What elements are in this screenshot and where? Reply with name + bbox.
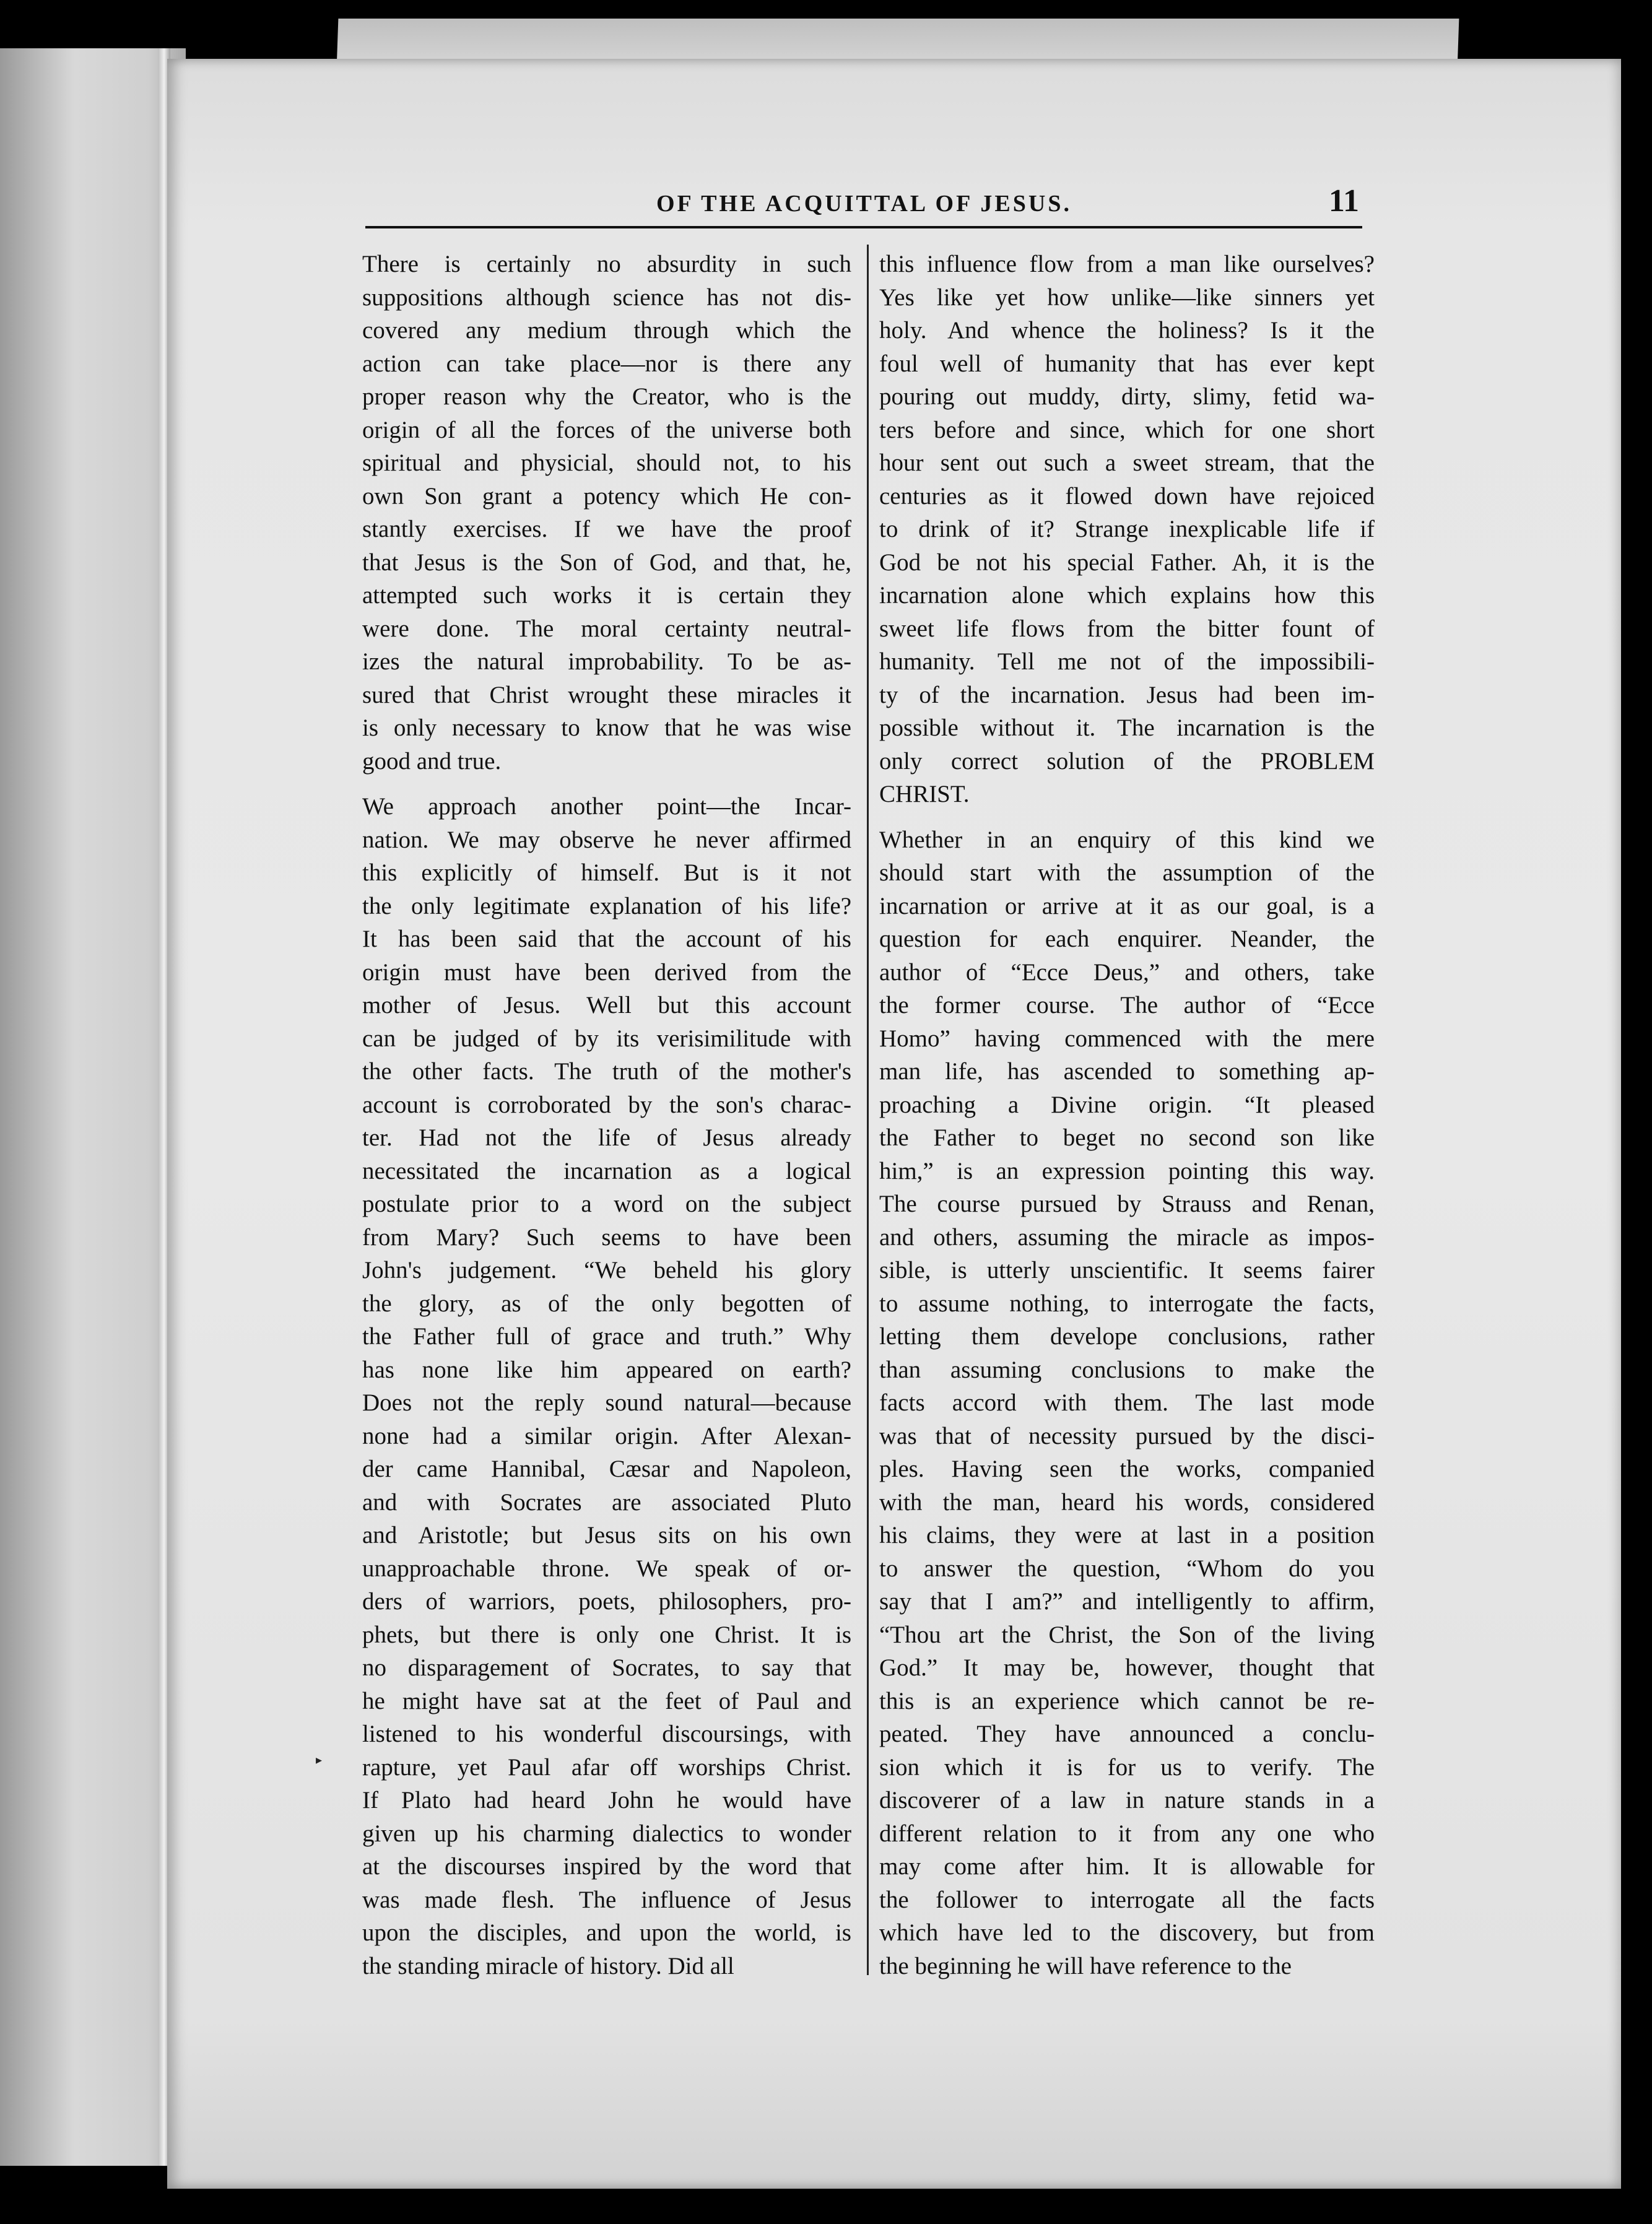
text-line: with the man, heard his words, considered	[879, 1488, 1375, 1516]
text-line: origin must have been derived from the	[362, 958, 851, 986]
paragraph-gap	[362, 778, 851, 790]
text-line: We approach another point—the Incar-	[362, 793, 851, 820]
text-line: question for each enquirer. Neander, the	[879, 926, 1375, 952]
text-line: postulate prior to a word on the subject	[362, 1191, 851, 1217]
text-line: from Mary? Such seems to have been	[362, 1223, 851, 1251]
text-line: origin of all the forces of the universe both	[362, 416, 851, 443]
text-line: John's judgement. “We beheld his glory	[362, 1257, 851, 1284]
text-line: sured that Christ wrought these miracles it	[362, 681, 851, 708]
text-line: listened to his wonderful discoursings, with	[362, 1721, 851, 1747]
running-title: OF THE ACQUITTAL OF JESUS.	[656, 191, 1072, 217]
right-column	[879, 248, 1375, 1983]
running-head	[365, 183, 1362, 228]
text-line: the other facts. The truth of the mother's	[362, 1058, 851, 1085]
text-line: There is certainly no absurdity in such	[362, 251, 851, 277]
text-line: only correct solution of the PROBLEM	[879, 747, 1375, 775]
text-line: upon the disciples, and upon the world, is	[362, 1919, 851, 1946]
text-line: ters before and since, which for one short	[879, 416, 1375, 443]
text-line: the Father full of grace and truth.” Why	[362, 1323, 851, 1350]
text-line: different relation to it from any one who	[879, 1820, 1375, 1847]
text-line: It has been said that the account of his	[362, 926, 851, 952]
text-line: humanity. Tell me not of the impossibili-	[879, 648, 1375, 675]
text-line: discoverer of a law in nature stands in a	[879, 1787, 1375, 1814]
text-line: say that I am?” and intelligently to affirm,	[879, 1588, 1375, 1615]
column-rule	[867, 245, 869, 1975]
text-line: Yes like yet how unlike—like sinners yet	[879, 284, 1375, 311]
text-line: pouring out muddy, dirty, slimy, fetid wa-	[879, 383, 1375, 410]
text-line: and others, assuming the miracle as impos-	[879, 1223, 1375, 1251]
text-line: given up his charming dialectics to wonder	[362, 1820, 851, 1847]
text-line: God be not his special Father. Ah, it is the	[879, 549, 1375, 576]
text-line: CHRIST.	[879, 781, 970, 807]
text-line: spiritual and physicial, should not, to his	[362, 450, 851, 476]
text-line: nation. We may observe he never affirmed	[362, 826, 851, 853]
text-line: sion which it is for us to verify. The	[879, 1753, 1375, 1781]
paragraph-gap	[879, 811, 1375, 823]
text-line: at the discourses inspired by the word that	[362, 1853, 851, 1880]
text-line: he might have sat at the feet of Paul and	[362, 1687, 851, 1714]
text-line: author of “Ecce Deus,” and others, take	[879, 958, 1375, 986]
text-line: attempted such works it is certain they	[362, 582, 851, 609]
text-line: proper reason why the Creator, who is the	[362, 383, 851, 410]
text-line: centuries as it flowed down have rejoiced	[879, 482, 1375, 510]
text-line: to assume nothing, to interrogate the facts,	[879, 1290, 1375, 1317]
text-line: which have led to the discovery, but from	[879, 1919, 1375, 1946]
text-line: peated. They have announced a conclu-	[879, 1721, 1375, 1747]
text-line: God.” It may be, however, thought that	[879, 1654, 1375, 1681]
text-line: the Father to beget no second son like	[879, 1124, 1375, 1151]
text-line: no disparagement of Socrates, to say that	[362, 1654, 851, 1681]
text-line: ty of the incarnation. Jesus had been im-	[879, 681, 1375, 708]
text-line: the standing miracle of history. Did all	[362, 1952, 734, 1979]
text-line: der came Hannibal, Cæsar and Napoleon,	[362, 1456, 851, 1482]
text-line: proaching a Divine origin. “It pleased	[879, 1091, 1375, 1118]
text-line: unapproachable throne. We speak of or-	[362, 1555, 851, 1582]
text-line: “Thou art the Christ, the Son of the living	[879, 1621, 1375, 1648]
text-line: that Jesus is the Son of God, and that, he,	[362, 549, 851, 576]
text-line: suppositions although science has not dis-	[362, 284, 851, 311]
text-line: ders of warriors, poets, philosophers, pro-	[362, 1588, 851, 1615]
text-line: to answer the question, “Whom do you	[879, 1555, 1375, 1582]
text-line: ter. Had not the life of Jesus already	[362, 1124, 851, 1151]
text-line: the glory, as of the only begotten of	[362, 1290, 851, 1317]
text-line: own Son grant a potency which He con-	[362, 482, 851, 510]
text-line: hour sent out such a sweet stream, that the	[879, 450, 1375, 476]
text-line: izes the natural improbability. To be as-	[362, 648, 851, 675]
text-line: sweet life flows from the bitter fount of	[879, 615, 1375, 642]
text-line: man life, has ascended to something ap-	[879, 1058, 1375, 1085]
text-line: incarnation alone which explains how this	[879, 582, 1375, 609]
text-line: covered any medium through which the	[362, 317, 851, 344]
text-line: the only legitimate explanation of his life?	[362, 892, 851, 919]
text-line: incarnation or arrive at it as our goal, is a	[879, 892, 1375, 919]
text-line: account is corroborated by the son's charac-	[362, 1091, 851, 1118]
text-line: to drink of it? Strange inexplicable life if	[879, 516, 1375, 542]
text-line: may come after him. It is allowable for	[879, 1853, 1375, 1880]
text-line: foul well of humanity that has ever kept	[879, 350, 1375, 377]
text-line: the follower to interrogate all the facts	[879, 1886, 1375, 1913]
text-line: phets, but there is only one Christ. It is	[362, 1621, 851, 1648]
text-line: this is an experience which cannot be re-	[879, 1687, 1375, 1714]
text-line: this explicitly of himself. But is it not	[362, 859, 851, 886]
text-line: necessitated the incarnation as a logical	[362, 1157, 851, 1184]
text-line: this influence flow from a man like ourselves?	[879, 251, 1375, 277]
text-line: holy. And whence the holiness? Is it the	[879, 317, 1375, 344]
text-line: Does not the reply sound natural—because	[362, 1389, 851, 1416]
text-line: was that of necessity pursued by the disci-	[879, 1422, 1375, 1449]
text-line: letting them develope conclusions, rather	[879, 1323, 1375, 1350]
text-line: The course pursued by Strauss and Renan,	[879, 1191, 1375, 1217]
text-line: stantly exercises. If we have the proof	[362, 516, 851, 542]
text-line: facts accord with them. The last mode	[879, 1389, 1375, 1416]
text-line: If Plato had heard John he would have	[362, 1787, 851, 1814]
text-line: good and true.	[362, 747, 502, 775]
text-line: the former course. The author of “Ecce	[879, 992, 1375, 1019]
text-line: the beginning he will have reference to the	[879, 1952, 1292, 1979]
margin-mark: ▸	[316, 1753, 323, 1767]
text-line: is only necessary to know that he was wise	[362, 715, 851, 741]
text-line: his claims, they were at last in a position	[879, 1522, 1375, 1549]
text-line: should start with the assumption of the	[879, 859, 1375, 886]
text-line: Homo” having commenced with the mere	[879, 1025, 1375, 1052]
text-line: action can take place—nor is there any	[362, 350, 851, 377]
text-line: was made flesh. The influence of Jesus	[362, 1886, 851, 1913]
text-line: can be judged of by its verisimilitude with	[362, 1025, 851, 1052]
text-line: than assuming conclusions to make the	[879, 1356, 1375, 1383]
text-line: mother of Jesus. Well but this account	[362, 992, 851, 1019]
text-line: rapture, yet Paul afar off worships Christ.	[362, 1753, 851, 1781]
text-line: and Aristotle; but Jesus sits on his own	[362, 1522, 851, 1549]
page-number: 11	[1328, 183, 1359, 219]
left-column	[362, 248, 851, 1983]
text-line: him,” is an expression pointing this way.	[879, 1157, 1375, 1184]
text-line: ples. Having seen the works, companied	[879, 1456, 1375, 1482]
text-line: and with Socrates are associated Pluto	[362, 1488, 851, 1516]
text-line: has none like him appeared on earth?	[362, 1356, 851, 1383]
text-line: were done. The moral certainty neutral-	[362, 615, 851, 642]
text-line: sible, is utterly unscientific. It seems fairer	[879, 1257, 1375, 1284]
text-line: Whether in an enquiry of this kind we	[879, 826, 1375, 853]
text-line: possible without it. The incarnation is the	[879, 715, 1375, 741]
text-line: none had a similar origin. After Alexan-	[362, 1422, 851, 1449]
